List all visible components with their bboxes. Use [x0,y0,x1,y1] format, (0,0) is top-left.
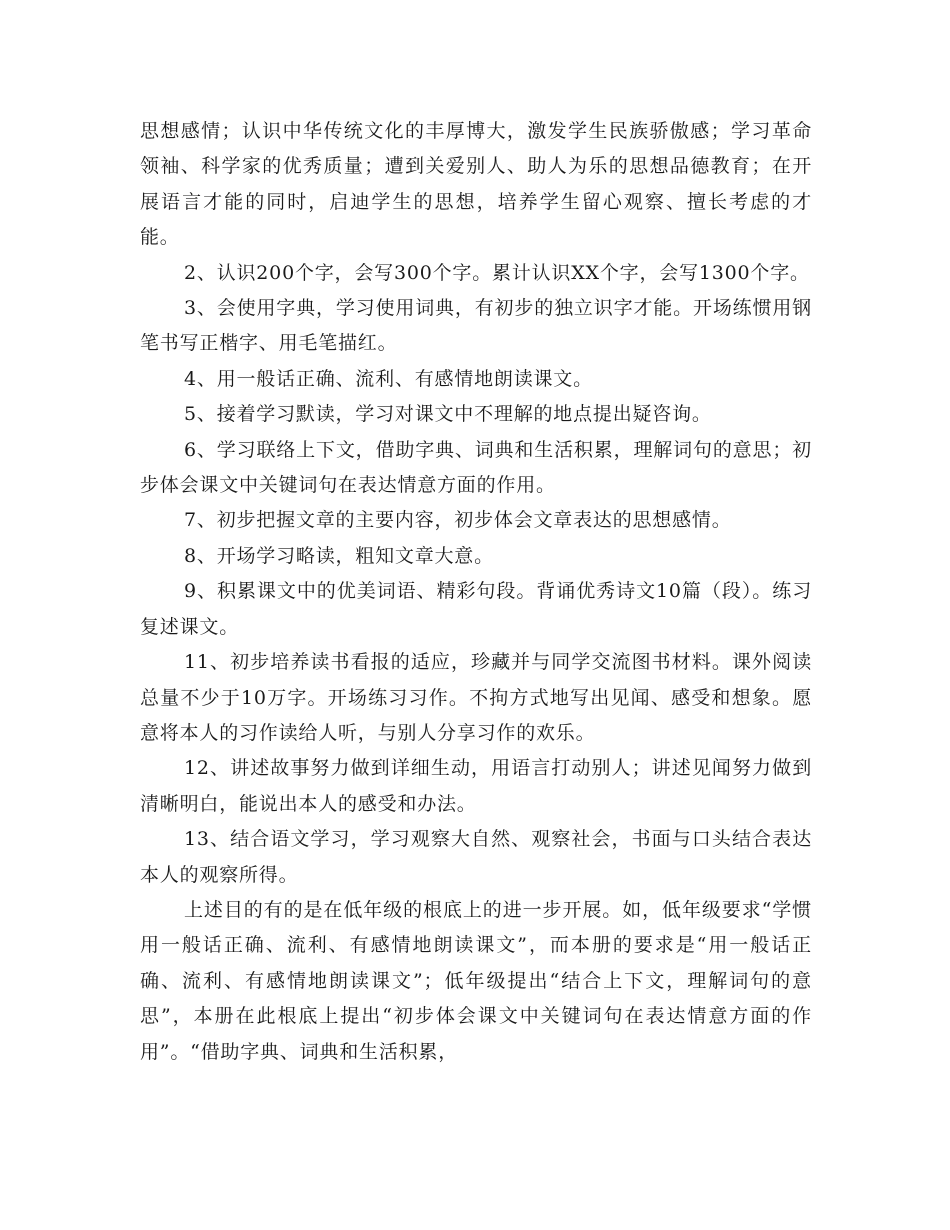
paragraph-item-5: 5、接着学习默读，学习对课文中不理解的地点提出疑咨询。 [184,403,712,426]
paragraph-item-7: 7、初步把握文章的主要内容，初步体会文章表达的思想感情。 [184,509,732,532]
paragraph-item-9: 9、积累课文中的优美词语、精彩句段。背诵优秀诗文10篇（段）。练习复述课文。 [140,580,812,638]
document-page [140,114,812,1070]
paragraph-item-4: 4、用一般话正确、流利、有感情地朗读课文。 [184,367,593,390]
paragraph-item-8: 8、开场学习略读，粗知文章大意。 [184,544,494,567]
paragraph-continuation: 思想感情；认识中华传统文化的丰厚博大，激发学生民族骄傲感；学习革命领袖、科学家的优秀质量；遭到关爱别人、助人为乐的思想品德教育；在开展语言才能的同时，启迪学生的思想，培养学生留心观察、擅长考虑的才能。 [140,120,812,249]
paragraph-item-6: 6、学习联络上下文，借助字典、词典和生活积累，理解词句的意思；初步体会课文中关键词句在表达情意方面的作用。 [140,438,812,497]
paragraph-summary: 上述目的有的是在低年级的根底上的进一步开展。如，低年级要求“学惯用一般话正确、流利、有感情地朗读课文”，而本册的要求是“用一般话正确、流利、有感情地朗读课文”；低年级提出“结合上下文，理解词句的意思”，本册在此根底上提出“初步体会课文中关键词句在表达情意方面的作用”。“借助字典、词典和生活积累， [140,898,812,1063]
paragraph-item-13: 13、结合语文学习，学习观察大自然、观察社会，书面与口头结合表达本人的观察所得。 [140,828,812,886]
paragraph-item-3: 3、会使用字典，学习使用词典，有初步的独立识字才能。开场练惯用钢笔书写正楷字、用毛笔描红。 [140,297,812,355]
paragraph-item-2: 2、认识200个字，会写300个字。累计认识XX个字，会写1300个字。 [184,261,810,284]
paragraph-item-12: 12、讲述故事努力做到详细生动，用语言打动别人；讲述见闻努力做到清晰明白，能说出本人的感受和办法。 [140,757,812,815]
paragraph-item-11: 11、初步培养读书看报的适应，珍藏并与同学交流图书材料。课外阅读总量不少于10万字。开场练习习作。不拘方式地写出见闻、感受和想象。愿意将本人的习作读给人听，与别人分享习作的欢乐。 [140,651,812,744]
